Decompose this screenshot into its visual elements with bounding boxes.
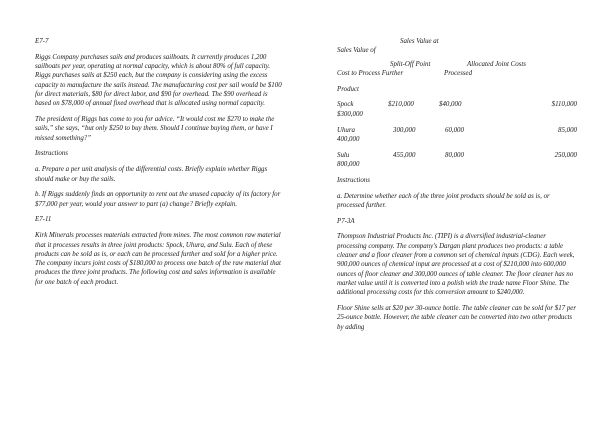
header-sales-value-of: Sales Value of	[337, 47, 376, 55]
processed-value: $300,000	[337, 110, 363, 118]
floor-shine-text: Floor Shine sells at $20 per 30-ounce bottle. The table cleaner can be sold for $17 per 25-ounce bottle. However, the table cleaner can be converted into two other products by adding	[337, 305, 577, 331]
left-column	[35, 37, 285, 287]
header-sales-value-at: Sales Value at	[400, 38, 439, 45]
table-header-row-3	[337, 60, 577, 69]
table-row-spock	[337, 100, 577, 119]
table-header-row-4	[337, 69, 577, 78]
allocated-cost: $40,000	[439, 101, 462, 109]
table-row-uhura	[337, 126, 577, 145]
table-product-label-row	[337, 85, 577, 94]
table-header-row-1	[337, 37, 577, 46]
further-cost: 250,000	[554, 151, 577, 159]
header-split-off-point: Split-Off Point	[390, 60, 431, 68]
instruction-a: a. Prepare a per unit analysis of the differential costs. Briefly explain whether Riggs should make or buy the sails.	[35, 166, 268, 183]
right-column	[337, 37, 577, 332]
president-quote: The president of Riggs has come to you for advice. “It would cost me $270 to make the sails,” she says, “but only $250 to buy them. Should I continue buying them, or have I missed something?”	[35, 116, 275, 142]
exercise-heading-e7-11: E7-11	[35, 216, 52, 224]
thompson-problem-text: Thompson Industrial Products Inc. (TIPI) is a diversified industrial-cleaner processing company. The company's Dargan plant produces two products: a table cleaner and a floor cleaner from a common set of chemical inputs (CDG). Each week, 900,000 ounces of chemical input are processed at a cost of $210,000 into 600,000 ounces of floor cleaner and 300,000 ounces of table cleaner. The floor cleaner has no market value until it is converted into a polish with the trade name Floor Shine. The additional processing costs for this conversion amount to $240,000.	[337, 233, 575, 297]
riggs-problem-text: Riggs Company purchases sails and produces sailboats. It currently produces 1,200 sailboats per year, operating at normal capacity, which is about 80% of full capacity. Riggs purchases sails at $250 each, but the company is considering using the excess capacity to manufacture the sails instead. The manufacturing cost per sail would be $100 for direct materials, $80 for direct labor, and $90 for overhead. The $90 overhead is based on $78,000 of annual fixed overhead that is allocated using normal capacity.	[35, 53, 282, 108]
instructions-heading: Instructions	[337, 176, 370, 184]
split-off-value: 300,000	[393, 126, 416, 134]
processed-value: 800,000	[337, 160, 360, 168]
kirk-minerals-problem-text: Kirk Minerals processes materials extracted from mines. The most common raw material that it processes results in three joint products: Spock, Uhura, and Sulu. Each of these products can be sold as is, or each can be processed further and sold for a higher price. The company incurs joint costs of $180,000 to process one batch of the raw material that produces the three joint products. The following cost and sales information is available for one batch of each product.	[35, 232, 281, 286]
allocated-cost: 80,000	[445, 151, 464, 159]
table-row-sulu	[337, 151, 577, 170]
exercise-heading-e7-7: E7-7	[35, 38, 49, 45]
further-cost: $110,000	[551, 101, 577, 109]
header-cost-to-process-further: Cost to Process Further	[337, 69, 404, 77]
split-off-value: $210,000	[388, 101, 414, 109]
processed-value: 400,000	[337, 135, 360, 143]
split-off-value: 455,000	[393, 151, 416, 159]
product-name: Sulu	[337, 151, 350, 159]
table-header-row-2	[337, 46, 577, 55]
instruction-a: a. Determine whether each of the three joint products should be sold as is, or processed further.	[337, 192, 550, 209]
allocated-cost: 60,000	[445, 126, 464, 134]
product-name: Uhura	[337, 126, 355, 134]
product-name: Spock	[337, 101, 354, 109]
header-allocated-joint-costs: Allocated Joint Costs	[467, 60, 526, 68]
problem-heading-p7-3a: P7-3A	[337, 217, 355, 225]
further-cost: 85,000	[558, 126, 577, 134]
header-processed: Processed	[444, 69, 473, 77]
product-label: Product	[337, 85, 359, 93]
instructions-heading: Instructions	[35, 150, 68, 158]
instruction-b: b. If Riggs suddenly finds an opportunity to rent out the unused capacity of its factory for $77,000 per year, would your answer to part (a) change? Briefly explain.	[35, 191, 281, 208]
